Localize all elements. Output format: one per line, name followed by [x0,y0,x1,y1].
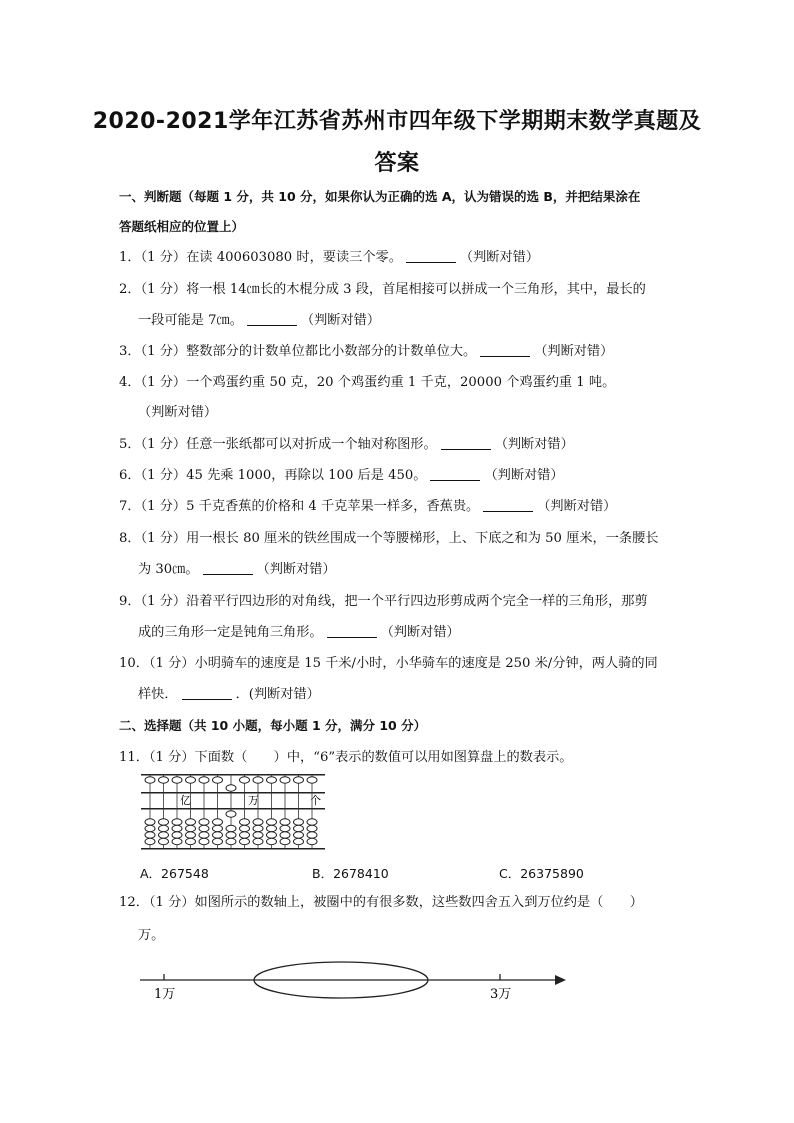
abacus-bead [159,819,169,825]
question-12: 12．（1 分）如图所示的数轴上，被圈中的有很多数，这些数四舍五入到万位约是（ ） [119,895,643,910]
abacus-bead [240,832,250,838]
judge-suffix: （判断对错） [138,405,218,420]
abacus-label-wan: 万 [248,794,259,807]
abacus-bead [213,825,223,831]
abacus-bead [145,838,155,844]
abacus-bead [172,819,182,825]
question-7-text: 7．（1 分）5 千克香蕉的价格和 4 千克苹果一样多，香蕉贵。 [119,499,480,514]
abacus-bead [240,777,250,783]
abacus-bead [186,825,196,831]
question-4: 4．（1 分）一个鸡蛋约重 50 克，20 个鸡蛋约重 1 千克，20000 个鸡蛋约重 1 吨。 [119,375,616,390]
abacus-label-yi: 亿 [180,794,191,807]
question-9-text: 成的三角形一定是钝角三角形。 [138,625,323,640]
question-2-text: 一段可能是 7㎝。 [138,313,243,328]
abacus-bead [159,838,169,844]
abacus-bead [172,838,182,844]
page-title: 2020-2021学年江苏省苏州市四年级下学期期末数学真题及 [92,109,702,134]
question-5 [119,435,574,455]
abacus-bead [199,825,209,831]
abacus-bead [253,832,263,838]
abacus-bead [294,819,304,825]
abacus-bead [145,832,155,838]
answer-blank[interactable] [406,248,456,263]
question-5-text: 5．（1 分）任意一张纸都可以对折成一个轴对称图形。 [119,437,437,452]
abacus-bead [159,832,169,838]
arrow-icon [555,975,566,985]
abacus-bead [199,819,209,825]
abacus-bead [267,819,277,825]
abacus-bead [240,825,250,831]
abacus-bead [226,825,236,831]
abacus-bead [226,811,236,817]
abacus-bead [280,825,290,831]
judge-suffix: （判断对错） [537,499,617,514]
option-b[interactable]: B．2678410 [312,866,389,881]
answer-blank[interactable] [247,311,297,326]
question-4-cont [138,403,217,423]
abacus-bead [199,777,209,783]
abacus-bead [253,777,263,783]
abacus-bead [172,777,182,783]
number-line-figure [130,950,580,1010]
abacus-bead [307,819,317,825]
judge-suffix: （判断对错） [459,250,540,265]
abacus-bead [294,825,304,831]
question-10-text: 样快． [138,687,178,702]
question-6 [119,466,564,486]
judge-suffix: （判断对错） [256,562,336,577]
abacus-bead [145,819,155,825]
option-c[interactable]: C．26375890 [499,866,584,881]
abacus-bead [213,777,223,783]
question-3 [119,342,613,362]
judge-suffix: （判断对错） [300,313,381,328]
axis-label-3wan: 3万 [490,987,512,1002]
judge-suffix: （判断对错） [534,344,614,359]
question-7 [119,497,616,517]
abacus-bead [294,838,304,844]
abacus-bead [307,777,317,783]
question-10-cont [138,685,320,705]
abacus-bead [199,832,209,838]
abacus-bead [267,832,277,838]
abacus-bead [253,819,263,825]
question-10: 10．（1 分）小明骑车的速度是 15 千米/小时，小华骑车的速度是 250 米/分钟，两人骑的同 [119,656,658,671]
abacus-bead [145,777,155,783]
axis-label-1wan: 1万 [154,987,176,1002]
question-3-text: 3．（1 分）整数部分的计数单位都比小数部分的计数单位大。 [119,344,477,359]
abacus-figure [140,770,326,852]
answer-blank[interactable] [203,560,253,575]
question-8-text: 为 30㎝。 [138,562,199,577]
abacus-bead [199,838,209,844]
section1-heading-cont: 答题纸相应的位置上） [119,219,245,234]
abacus-bead [267,777,277,783]
abacus-bead [186,819,196,825]
abacus-bead [186,832,196,838]
section1-heading: 一、判断题（每题 1 分，共 10 分，如果你认为正确的选 A，认为错误的选 B，并把结果涂在 [119,189,641,204]
abacus-bead [159,777,169,783]
abacus-bead [213,819,223,825]
abacus-bead [186,838,196,844]
abacus-bead [294,832,304,838]
judge-suffix: （判断对错） [494,437,574,452]
abacus-bead [226,832,236,838]
abacus-bead [253,838,263,844]
answer-blank[interactable] [182,685,232,700]
abacus-bead [226,785,236,791]
abacus-bead [186,777,196,783]
question-1 [119,248,539,268]
abacus-bead [267,838,277,844]
abacus-bead [307,825,317,831]
option-a[interactable]: A．267548 [140,866,209,881]
answer-blank[interactable] [430,466,480,481]
question-8-cont [138,560,336,580]
abacus-label-ge: 个 [310,794,321,807]
abacus-bead [253,825,263,831]
abacus-bead [213,838,223,844]
page-title-continued: 答案 [374,151,420,176]
answer-blank[interactable] [480,342,530,357]
abacus-bead [267,825,277,831]
abacus-bead [307,838,317,844]
question-8: 8．（1 分）用一根长 80 厘米的铁丝围成一个等腰梯形，上、下底之和为 50 厘米，一条腰长 [119,531,659,546]
abacus-bead [172,825,182,831]
abacus-bead [280,777,290,783]
question-1-text: 1．（1 分）在读 400603080 时，要读三个零。 [119,250,402,265]
abacus-bead [159,825,169,831]
abacus-bead [294,777,304,783]
answer-blank[interactable] [483,497,533,512]
question-2: 2．（1 分）将一根 14㎝长的木棍分成 3 段，首尾相接可以拼成一个三角形，其中，最长的 [119,282,646,297]
abacus-bead [240,838,250,844]
abacus-bead [280,819,290,825]
abacus-bead [226,838,236,844]
abacus-bead [280,832,290,838]
question-11: 11．（1 分）下面数（ ）中，“6”表示的数值可以用如图算盘上的数表示。 [119,750,573,765]
abacus-bead [213,832,223,838]
abacus-bead [307,832,317,838]
question-10-suffix: ．(判断对错） [235,687,320,702]
abacus-bead [172,832,182,838]
section2-heading: 二、选择题（共 10 小题，每小题 1 分，满分 10 分） [119,718,427,733]
abacus-bead [145,825,155,831]
abacus-bead [240,819,250,825]
answer-blank[interactable] [441,435,491,450]
abacus-bead [280,838,290,844]
question-12-cont: 万。 [138,928,165,943]
answer-blank[interactable] [327,623,377,638]
question-9: 9．（1 分）沿着平行四边形的对角线，把一个平行四边形剪成两个完全一样的三角形，那剪 [119,594,648,609]
question-6-text: 6．（1 分）45 先乘 1000，再除以 100 后是 450。 [119,468,427,483]
question-9-cont [138,623,460,643]
judge-suffix: （判断对错） [380,625,460,640]
question-2-cont [138,311,380,331]
judge-suffix: （判断对错） [484,468,564,483]
